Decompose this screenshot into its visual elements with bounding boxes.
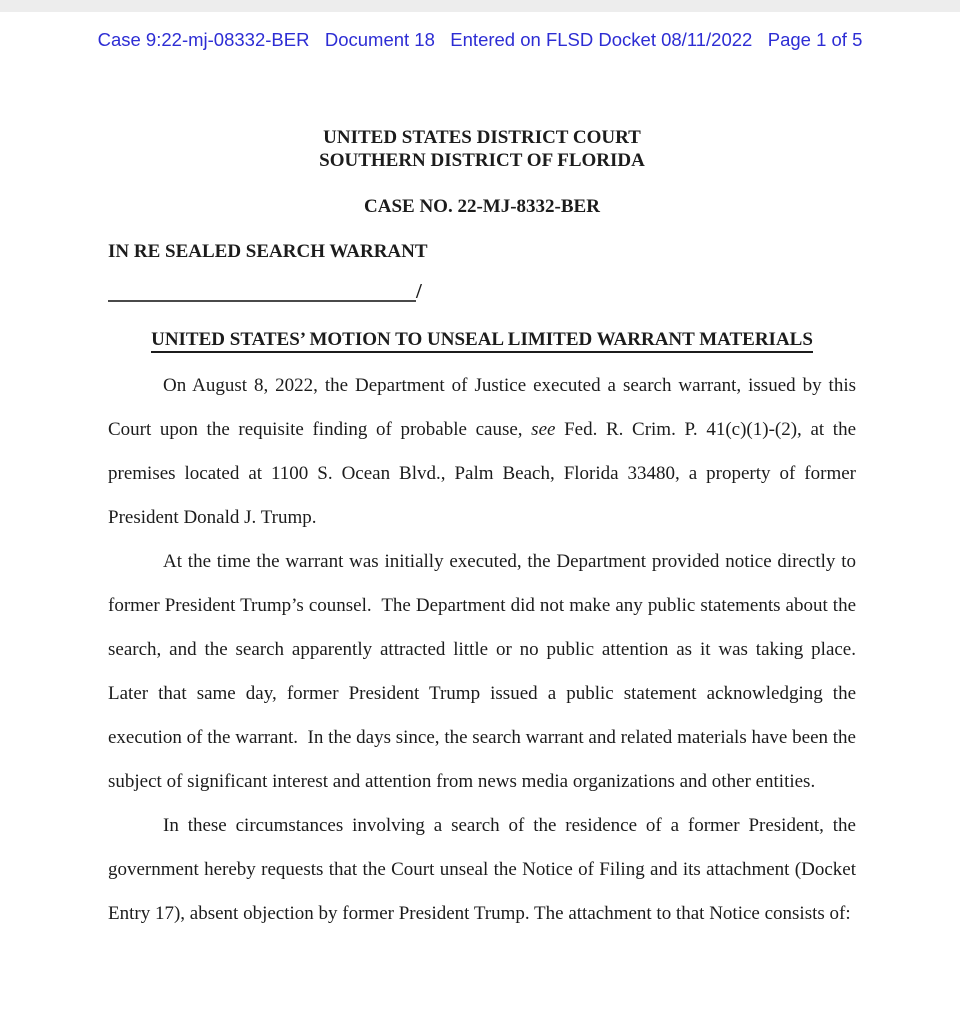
docket-stamp: Case 9:22-mj-08332-BER Document 18 Entered on FLSD Docket 08/11/2022 Page 1 of 5	[97, 29, 863, 50]
paragraph-2: At the time the warrant was initially executed, the Department provided notice directly to former President Trump’s counsel. The Department did not make any public statements about the search, and the search apparently attracted little or no public attention as it was taking place. Later that same day, former President Trump issued a public statement acknowledging the execution of the warrant. In the days since, the search warrant and related materials have been the subject of significant interest and attention from news media organizations and other entities.	[108, 551, 866, 792]
motion-heading	[108, 328, 856, 351]
top-edge-bar	[0, 0, 960, 12]
motion-heading-text: UNITED STATES’ MOTION TO UNSEAL LIMITED WARRANT MATERIALS	[151, 329, 813, 353]
para1-text-after-cite: Fed. R. Crim. P. 41(c)(1)-(2), at the premises located at 1100 S. Ocean Blvd., Palm Beach, Florida 33480, a property of former President Donald J. Trump.	[108, 419, 861, 528]
court-name-block	[108, 126, 856, 172]
caption-separator-row	[108, 280, 856, 302]
court-name-line2: SOUTHERN DISTRICT OF FLORIDA	[319, 150, 645, 171]
paragraph-3: In these circumstances involving a search of the residence of a former President, the government hereby requests that the Court unseal the Notice of Filing and its attachment (Docket Entry 17), absent objection by former President Trump. The attachment to that Notice consists of:	[108, 815, 861, 924]
document-body	[108, 364, 866, 936]
case-caption: IN RE SEALED SEARCH WARRANT	[108, 241, 428, 262]
court-name-line1: UNITED STATES DISTRICT COURT	[323, 127, 641, 148]
case-number: CASE NO. 22-MJ-8332-BER	[364, 196, 600, 217]
caption-separator-line	[108, 282, 416, 302]
document-page	[0, 126, 960, 936]
caption-slash: /	[416, 279, 422, 303]
paragraph-1	[108, 364, 861, 540]
para1-cite-see: see	[531, 419, 556, 440]
para1-text-before-cite: On August 8, 2022, the Department of Justice executed a search warrant, issued by this Court upon the requisite finding of probable cause,	[108, 375, 861, 440]
